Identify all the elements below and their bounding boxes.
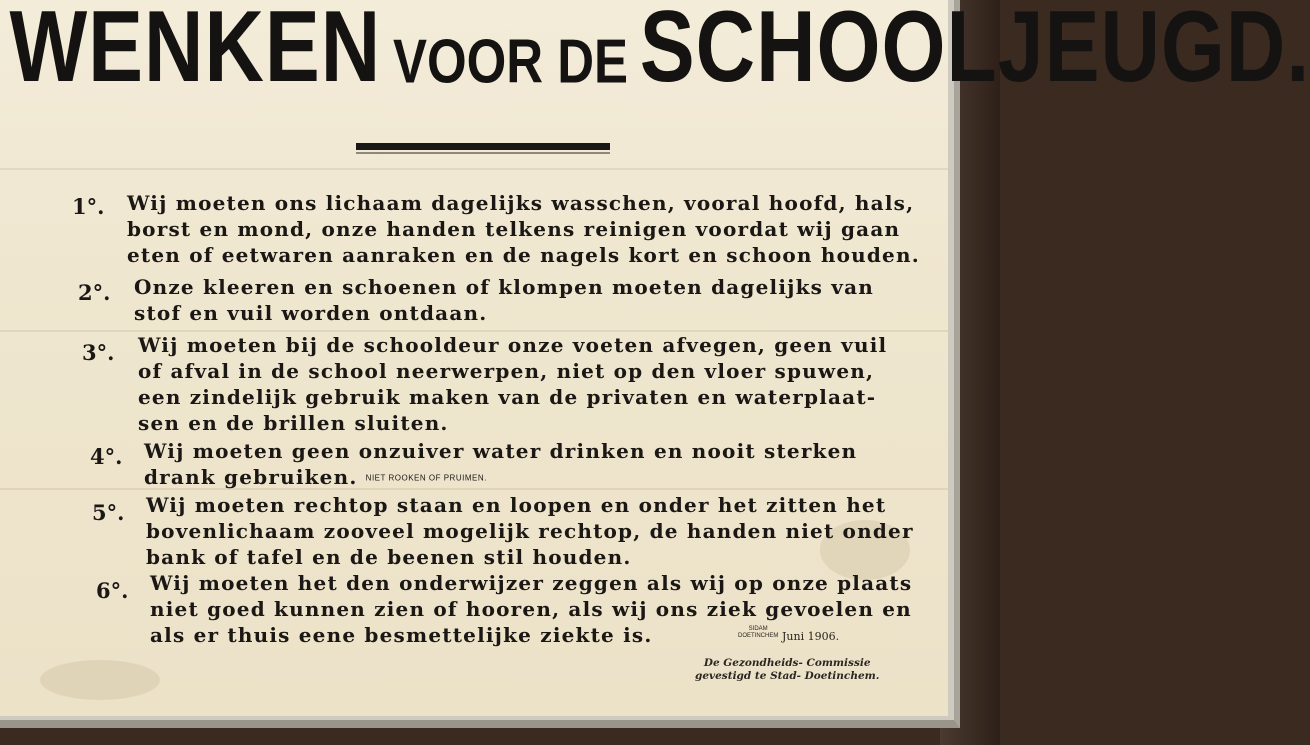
signature-line: gevestigd te Stad- Doetinchem. [695, 670, 880, 682]
item-number: 6°. [96, 578, 129, 603]
item-number: 2°. [78, 280, 111, 305]
title-underline [356, 143, 610, 150]
item-line: stof en vuil worden ontdaan. [134, 301, 488, 325]
item-number: 3°. [82, 340, 115, 365]
paper-stain [40, 660, 160, 700]
signature-line: De Gezondheids- Commissie [703, 657, 871, 669]
list-item [134, 274, 874, 326]
item-line: sen en de brillen sluiten. [138, 411, 449, 435]
item-line: Wij moeten rechtop staan en loopen en onder het zitten het [146, 493, 887, 517]
item-line: bank of tafel en de beenen stil houden. [146, 545, 632, 569]
item-line: niet goed kunnen zien of hooren, als wij ons ziek gevoelen en [150, 597, 912, 621]
place-line: SIDAM [748, 626, 768, 632]
place-line: DOETINCHEM [738, 633, 779, 639]
list-item [146, 492, 914, 570]
list-item [144, 438, 857, 492]
item-line: als er thuis eene besmettelijke ziekte is. [150, 623, 653, 647]
item-line [144, 464, 857, 492]
item-line: Wij moeten ons lichaam dagelijks wasschen, vooral hoofd, hals, [127, 191, 915, 215]
printer-place [738, 626, 778, 640]
item-number: 5°. [92, 500, 125, 525]
item-line: Onze kleeren en schoenen of klompen moeten dagelijks van [134, 275, 874, 299]
item-line: Wij moeten het den onderwijzer zeggen als wij op onze plaats [150, 571, 913, 595]
list-item [127, 190, 920, 268]
item-note: NIET ROOKEN OF PRUIMEN. [365, 473, 487, 483]
title-part2: VOOR DE [392, 27, 629, 97]
poster-title [9, 0, 1310, 118]
item-line: eten of eetwaren aanraken en de nagels kort en schoon houden. [127, 243, 920, 267]
title-part3: SCHOOLJEUGD. [639, 0, 1310, 103]
item-line: Wij moeten bij de schooldeur onze voeten afvegen, geen vuil [138, 333, 888, 357]
item-line: bovenlichaam zooveel mogelijk rechtop, de handen niet onder [146, 519, 914, 543]
title-underline-shadow [356, 152, 610, 154]
item-number: 4°. [90, 444, 123, 469]
item-line-text: drank gebruiken. [144, 465, 358, 489]
signature-block [695, 657, 879, 683]
item-line: of afval in de school neerwerpen, niet op den vloer spuwen, [138, 359, 875, 383]
list-item [138, 332, 887, 436]
item-line: Wij moeten geen onzuiver water drinken en nooit sterken [144, 439, 858, 463]
paper-fold [0, 168, 948, 170]
item-line: een zindelijk gebruik maken van de privaten en waterplaat- [138, 385, 877, 409]
poster-date: Juni 1906. [782, 630, 840, 643]
title-part1: WENKEN [9, 0, 382, 103]
item-number: 1°. [72, 194, 105, 219]
item-line: borst en mond, onze handen telkens reinigen voordat wij gaan [127, 217, 901, 241]
